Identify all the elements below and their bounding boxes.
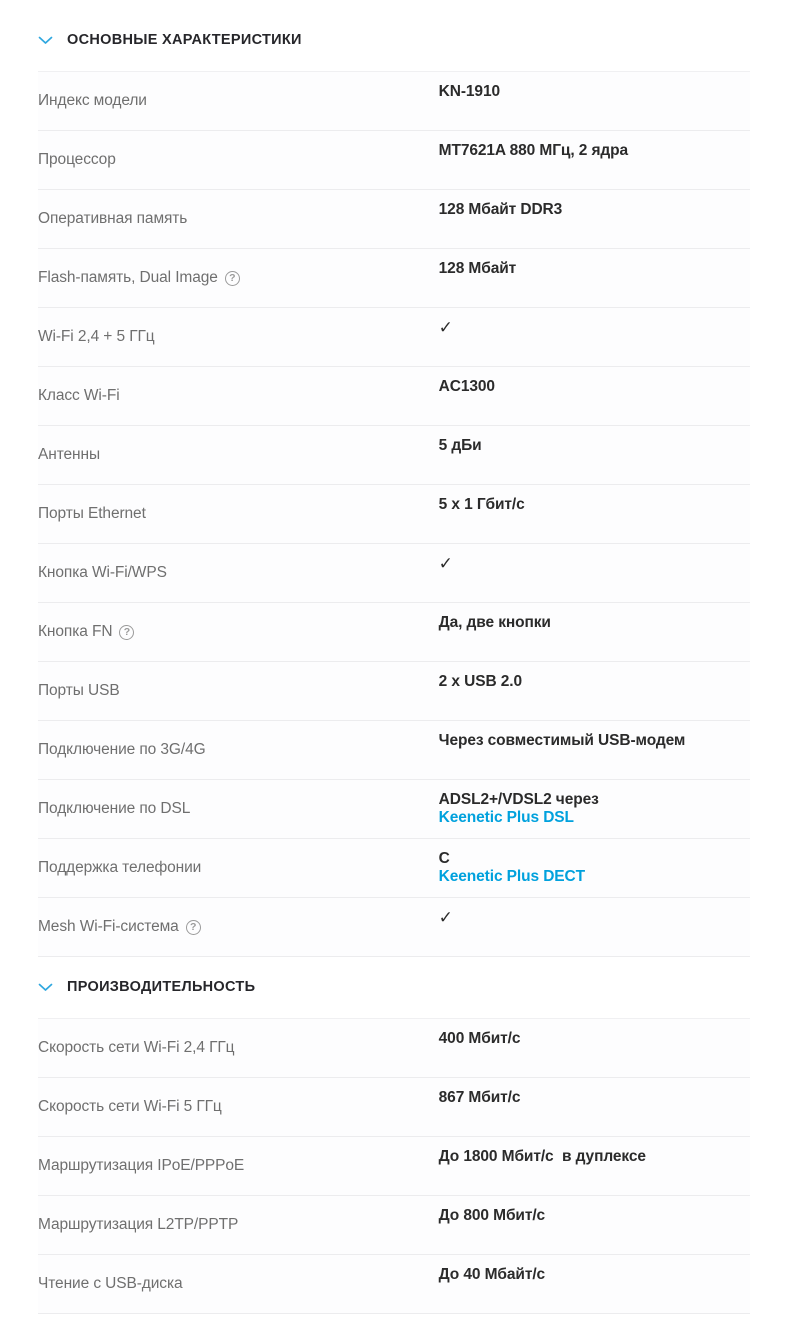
spec-row: [38, 1078, 750, 1137]
spec-label: Wi-Fi 2,4 + 5 ГГц: [38, 328, 155, 345]
spec-value: ADSL2+/VDSL2 через: [438, 791, 603, 808]
spec-label-cell: [38, 564, 405, 582]
spec-label: Подключение по 3G/4G: [38, 741, 206, 758]
spec-label-cell: [38, 1157, 405, 1175]
spec-value: MT7621A 880 МГц, 2 ядра: [438, 142, 629, 159]
spec-label: Кнопка FN: [38, 623, 113, 640]
help-icon[interactable]: ?: [225, 271, 240, 286]
spec-row: [38, 544, 750, 603]
spec-value: 867 Мбит/с: [438, 1089, 521, 1106]
spec-label: Индекс модели: [38, 92, 147, 109]
spec-label: Оперативная память: [38, 210, 188, 227]
spec-label: Скорость сети Wi-Fi 2,4 ГГц: [38, 1039, 235, 1056]
spec-value: ✓: [438, 908, 453, 927]
spec-value: 2 x USB 2.0: [438, 673, 522, 690]
spec-value-link[interactable]: Keenetic Plus DSL: [438, 809, 574, 826]
spec-label-cell: [38, 682, 405, 700]
spec-label-cell: [38, 151, 405, 169]
section-toggle[interactable]: [38, 30, 750, 50]
spec-label-cell: [38, 800, 405, 818]
spec-value: 128 Мбайт: [438, 260, 517, 277]
spec-label: Скорость сети Wi-Fi 5 ГГц: [38, 1098, 222, 1115]
spec-value: 5 x 1 Гбит/с: [438, 496, 525, 513]
spec-label-cell: [38, 859, 405, 877]
spec-label-cell: [38, 623, 405, 641]
section-toggle[interactable]: [38, 977, 750, 997]
spec-label: Поддержка телефонии: [38, 859, 202, 876]
spec-row: [38, 780, 750, 839]
spec-label-cell: [38, 1216, 405, 1234]
spec-row: [38, 721, 750, 780]
spec-row: [38, 898, 750, 957]
spec-value: AC1300: [438, 378, 495, 395]
spec-label: Маршрутизация L2TP/PPTP: [38, 1216, 239, 1233]
spec-value: Через совместимый USB-модем: [438, 732, 686, 749]
spec-label-cell: [38, 1039, 405, 1057]
spec-label-cell: [38, 1275, 405, 1293]
spec-label: Процессор: [38, 151, 116, 168]
spec-label: Flash-память, Dual Image: [38, 269, 218, 286]
spec-value: KN-1910: [438, 83, 500, 100]
spec-value: ✓: [438, 318, 453, 337]
spec-value: 128 Мбайт DDR3: [438, 201, 563, 218]
help-icon[interactable]: ?: [186, 920, 201, 935]
help-icon[interactable]: ?: [119, 625, 134, 640]
chevron-down-icon: [38, 36, 55, 45]
spec-row: [38, 131, 750, 190]
spec-label: Чтение с USB-диска: [38, 1275, 183, 1292]
spec-value: ✓: [438, 554, 453, 573]
spec-label: Кнопка Wi-Fi/WPS: [38, 564, 167, 581]
spec-row: [38, 426, 750, 485]
spec-row: [38, 72, 750, 131]
spec-label-cell: [38, 505, 405, 523]
spec-row: [38, 308, 750, 367]
spec-label: Подключение по DSL: [38, 800, 191, 817]
spec-label-cell: [38, 1098, 405, 1116]
spec-row: [38, 1196, 750, 1255]
spec-value: 5 дБи: [438, 437, 482, 454]
section-title: ПРОИЗВОДИТЕЛЬНОСТЬ: [67, 979, 256, 995]
section-rows: [38, 71, 750, 957]
section-title: ОСНОВНЫЕ ХАРАКТЕРИСТИКИ: [67, 32, 302, 48]
spec-row: [38, 1019, 750, 1078]
spec-row: [38, 662, 750, 721]
spec-label: Mesh Wi-Fi-система: [38, 918, 179, 935]
spec-row: [38, 1255, 750, 1314]
spec-value: С: [438, 850, 454, 867]
section-rows: [38, 1018, 750, 1314]
spec-value-link[interactable]: Keenetic Plus DECT: [438, 868, 586, 885]
spec-label-cell: [38, 918, 405, 936]
chevron-down-icon: [38, 983, 55, 992]
spec-label: Класс Wi-Fi: [38, 387, 120, 404]
spec-row: [38, 603, 750, 662]
spec-label-cell: [38, 387, 405, 405]
spec-label-cell: [38, 92, 405, 110]
spec-label-cell: [38, 741, 405, 759]
spec-row: [38, 367, 750, 426]
spec-section: [38, 977, 750, 1314]
spec-label-cell: [38, 328, 405, 346]
spec-label: Порты USB: [38, 682, 120, 699]
spec-value: До 40 Мбайт/с: [438, 1266, 546, 1283]
spec-value-cell: [405, 1248, 750, 1320]
spec-value: 400 Мбит/с: [438, 1030, 521, 1047]
spec-label: Маршрутизация IPoE/PPPoE: [38, 1157, 245, 1174]
spec-row: [38, 190, 750, 249]
spec-value: До 800 Мбит/с: [438, 1207, 546, 1224]
spec-label-cell: [38, 269, 405, 287]
spec-label-cell: [38, 446, 405, 464]
spec-row: [38, 1137, 750, 1196]
spec-label: Порты Ethernet: [38, 505, 146, 522]
spec-value-cell: [405, 890, 750, 964]
spec-value: До 1800 Мбит/с в дуплексе: [438, 1148, 646, 1165]
spec-label-cell: [38, 210, 405, 228]
spec-label: Антенны: [38, 446, 101, 463]
spec-section: [38, 30, 750, 957]
spec-value: Да, две кнопки: [438, 614, 551, 631]
